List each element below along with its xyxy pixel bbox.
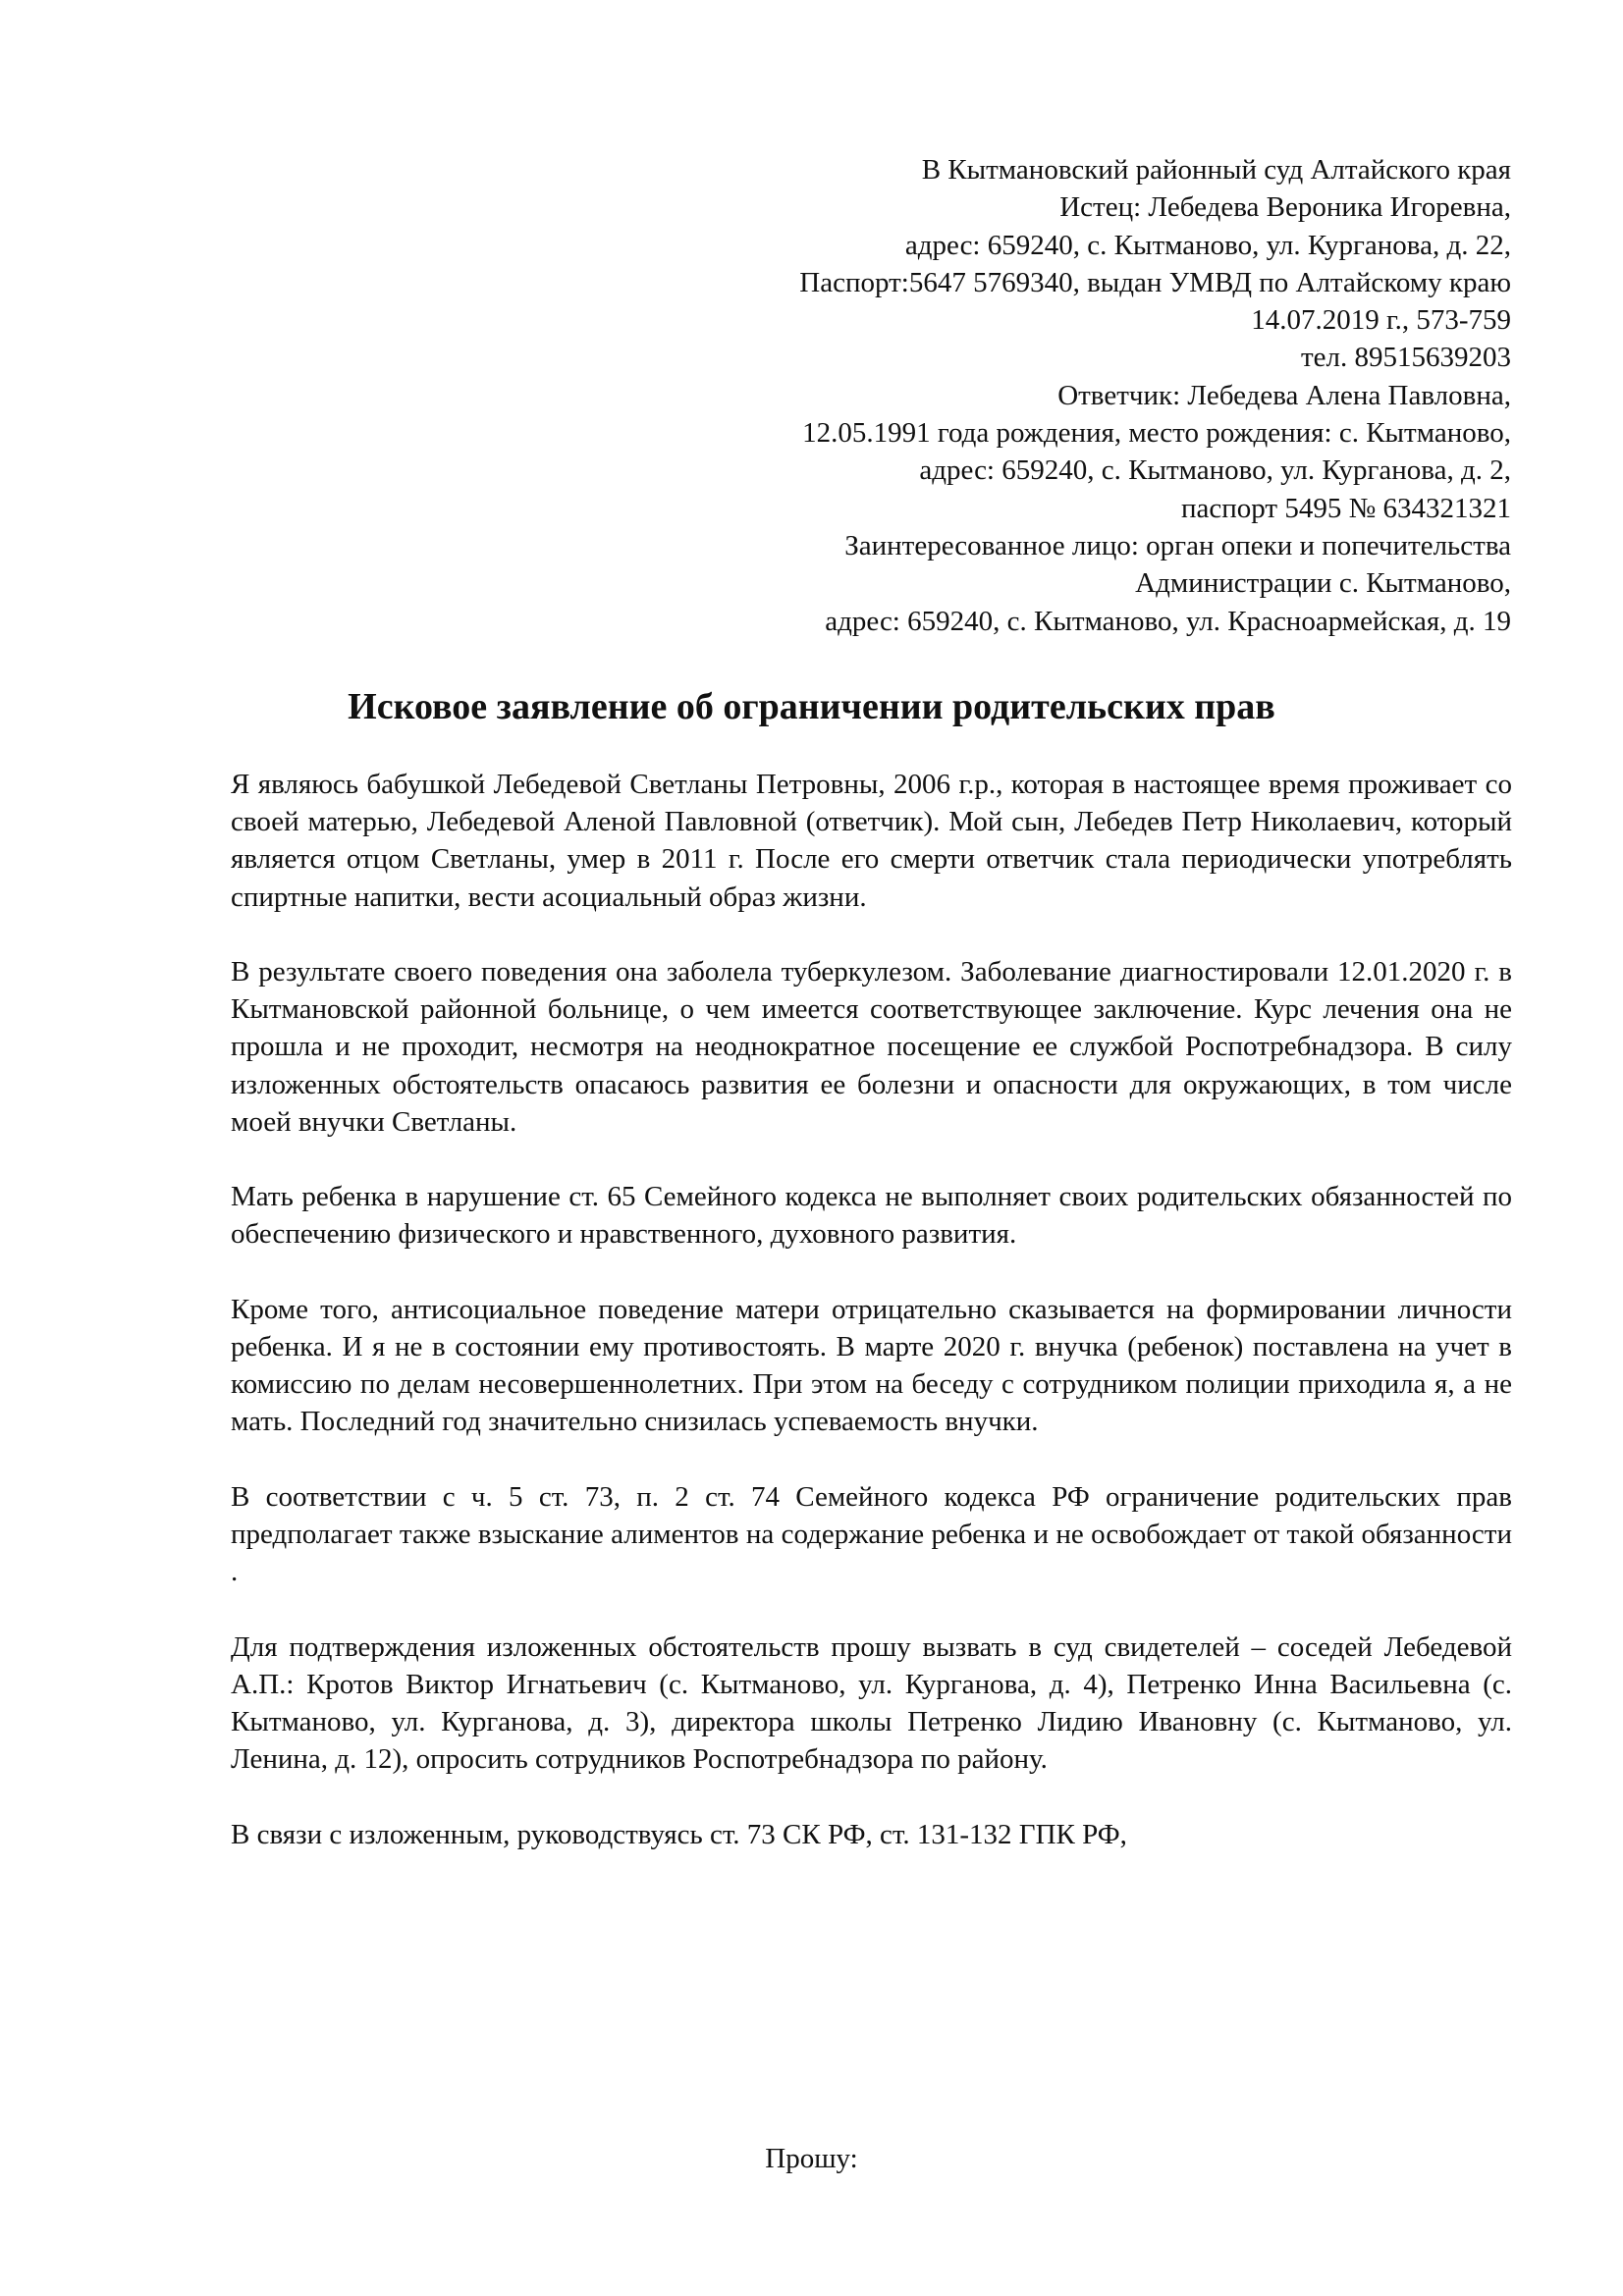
request-label: Прошу: (765, 2143, 858, 2174)
header-plaintiff-name: Истец: Лебедева Вероника Игоревна, (1059, 191, 1511, 224)
header-interested-party-admin: Администрации с. Кытманово, (1135, 567, 1511, 600)
header-defendant-birth: 12.05.1991 года рождения, место рождения: с. Кытманово, (802, 417, 1511, 450)
document-title: Исковое заявление об ограничении родительских прав (348, 686, 1275, 727)
header-interested-party: Заинтересованное лицо: орган опеки и попечительства (844, 529, 1511, 561)
paragraph-illness: В результате своего поведения она заболела туберкулезом. Заболевание диагностировали 12.01.2020 г. в Кытмановской районной больнице, о чем имеется соответствующее заключение. Курс лечения она не прошла и не проходит, несмотря на неоднократное посещение ее службой Роспотребнадзора. В силу изложенных обстоятельств опасаюсь развития ее болезни и опасности для окружающих, в том числе моей внучки Светланы. (231, 956, 1512, 1138)
paragraph-conclusion: В связи с изложенным, руководствуясь ст. 73 СК РФ, ст. 131-132 ГПК РФ, (231, 1818, 1127, 1850)
header-plaintiff-address: адрес: 659240, с. Кытманово, ул. Курганова, д. 22, (904, 229, 1511, 261)
header-defendant-address: адрес: 659240, с. Кытманово, ул. Курганова, д. 2, (919, 454, 1511, 487)
claim-body (231, 766, 1512, 1891)
header-defendant-passport: паспорт 5495 № 634321321 (1181, 492, 1511, 524)
addressee-header (550, 151, 1511, 640)
paragraph-behavior: Кроме того, антисоциальное поведение матери отрицательно сказывается на формировании личности ребенка. И я не в состоянии ему противостоять. В марте 2020 г. внучка (ребенок) поставлена на учет в комиссию по делам несовершеннолетних. При этом на беседу с сотрудником полиции приходила я, а не мать. Последний год значительно снизилась успеваемость внучки. (231, 1293, 1512, 1438)
header-plaintiff-phone: тел. 89515639203 (1300, 342, 1511, 374)
header-court-line: В Кытмановский районный суд Алтайского края (921, 154, 1511, 186)
header-interested-party-address: адрес: 659240, с. Кытманово, ул. Красноармейская, д. 19 (825, 605, 1511, 637)
paragraph-background: Я являюсь бабушкой Лебедевой Светланы Петровны, 2006 г.р., которая в настоящее время проживает со своей матерью, Лебедевой Аленой Павловной (ответчик). Мой сын, Лебедев Петр Николаевич, который является отцом Светланы, умер в 2011 г. После его смерти ответчик стала периодически употреблять спиртные напитки, вести асоциальный образ жизни. (231, 769, 1512, 913)
paragraph-duties: Мать ребенка в нарушение ст. 65 Семейного кодекса не выполняет своих родительских обязанностей по обеспечению физического и нравственного, духовного развития. (231, 1181, 1512, 1251)
paragraph-legal-basis: В соответствии с ч. 5 ст. 73, п. 2 ст. 74 Семейного кодекса РФ ограничение родительских прав предполагает также взыскание алиментов на содержание ребенка и не освобождает от такой обязанности . (231, 1480, 1512, 1588)
header-defendant-name: Ответчик: Лебедева Алена Павловна, (1057, 379, 1511, 411)
paragraph-witnesses: Для подтверждения изложенных обстоятельств прошу вызвать в суд свидетелей – соседей Лебедевой А.П.: Кротов Виктор Игнатьевич (с. Кытманово, ул. Курганова, д. 4), Петренко Инна Васильевна (с. Кытманово, ул. Курганова, д. 3), директора школы Петренко Лидию Ивановну (с. Кытманово, ул. Ленина, д. 12), опросить сотрудников Роспотребнадзора по району. (231, 1630, 1512, 1776)
header-plaintiff-passport-date: 14.07.2019 г., 573-759 (1251, 304, 1511, 337)
header-plaintiff-passport: Паспорт:5647 5769340, выдан УМВД по Алтайскому краю (799, 266, 1511, 298)
